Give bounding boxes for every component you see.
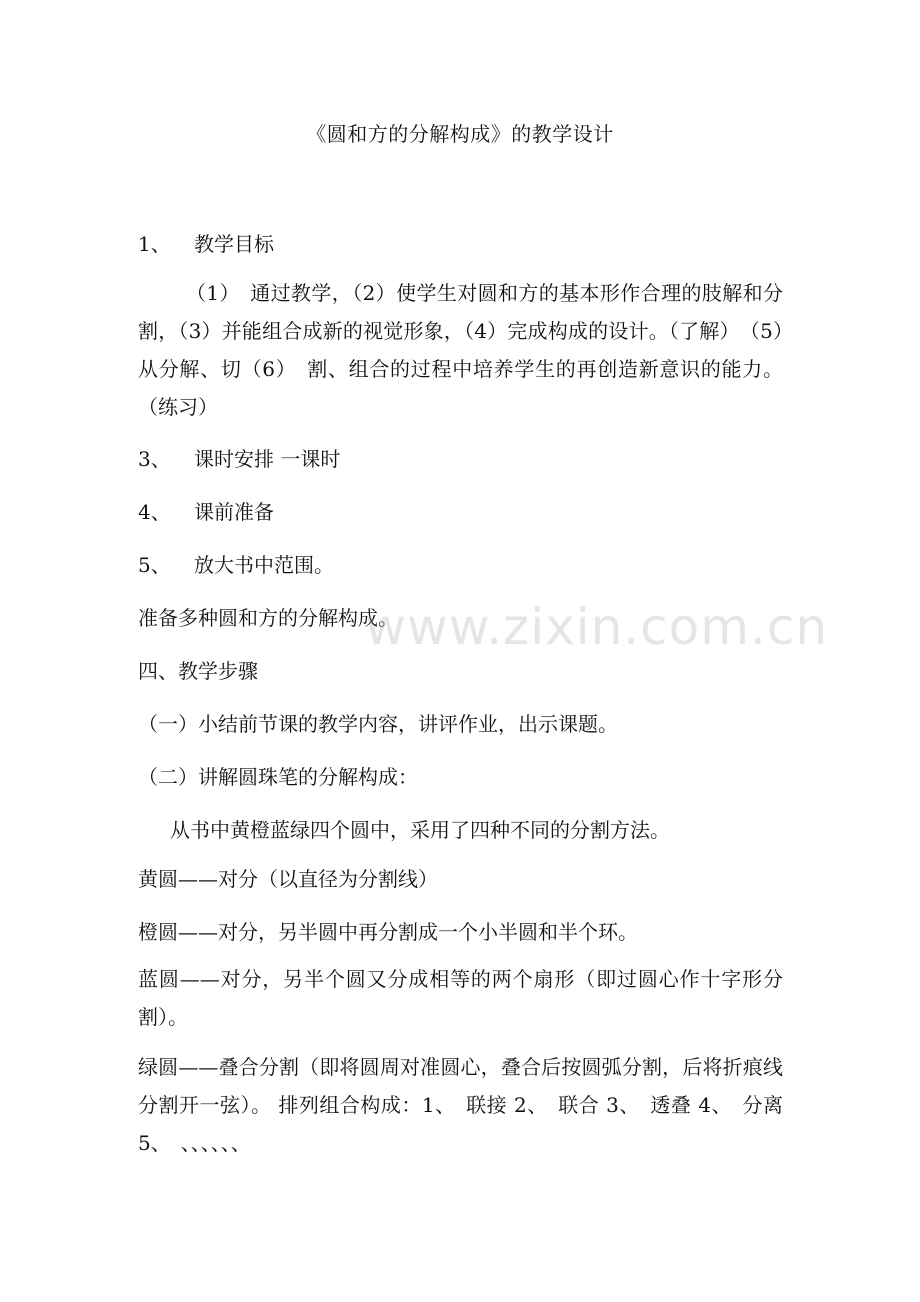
prep-line: 准备多种圆和方的分解构成。 [138, 606, 398, 630]
watermark: www.zixin.com.cn [365, 598, 829, 656]
intro-line: 从书中黄橙蓝绿四个圆中，采用了四种不同的分割方法。 [170, 818, 670, 842]
section-number: 3、 [138, 447, 171, 471]
section-5 [138, 549, 788, 578]
section-heading: 课前准备 [194, 500, 274, 524]
green-circle-paragraph: 绿圆——叠合分割（即将圆周对准圆心，叠合后按圆弧分割，后将折痕线分割开一弦）。 排列组合构成：1、 联接 2、 联合 3、 透叠 4、 分离 5、 、、、、、、 [138, 1055, 783, 1155]
objectives-paragraph: （1） 通过教学，（2）使学生对圆和方的基本形作合理的肢解和分割，（3）并能组合成新的视觉形象，（4）完成构成的设计。（了解） （5） 从分解、切（6） 割、组合的过程中培养学生的再创造新意识的能力。（练习） [138, 281, 803, 419]
document-title: 《圆和方的分解构成》的教学设计 [306, 122, 614, 146]
section-number: 5、 [138, 553, 171, 577]
steps-heading: 四、教学步骤 [138, 659, 258, 683]
section-number: 4、 [138, 500, 171, 524]
section-heading: 教学目标 [194, 232, 274, 256]
step-1: （一）小结前节课的教学内容，讲评作业，出示课题。 [138, 712, 618, 736]
blue-circle-paragraph: 蓝圆——对分，另半个圆又分成相等的两个扇形（即过圆心作十字形分割）。 [138, 967, 783, 1029]
section-number: 1、 [138, 232, 171, 256]
yellow-circle-line: 黄圆——对分（以直径为分割线） [138, 867, 438, 891]
orange-circle-line: 橙圆——对分，另半圆中再分割成一个小半圆和半个环。 [138, 920, 638, 944]
step-2: （二）讲解圆珠笔的分解构成： [138, 765, 418, 789]
section-4 [138, 496, 788, 525]
section-heading: 放大书中范围。 [194, 553, 334, 577]
section-3 [138, 443, 788, 472]
section-1 [138, 228, 788, 257]
section-heading: 课时安排 一课时 [194, 447, 341, 471]
